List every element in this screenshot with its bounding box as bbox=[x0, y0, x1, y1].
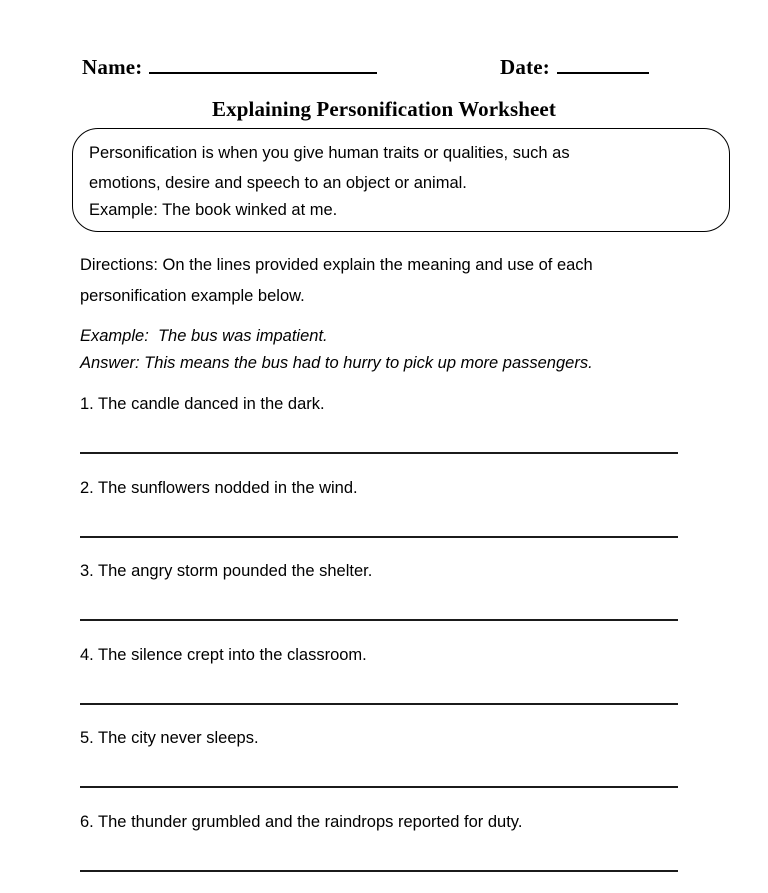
answer-line[interactable] bbox=[80, 536, 678, 538]
answer-line[interactable] bbox=[80, 703, 678, 705]
question-text: 5. The city never sleeps. bbox=[80, 729, 259, 747]
question-item bbox=[80, 811, 680, 893]
sample-example-block bbox=[80, 323, 700, 377]
name-input-blank[interactable] bbox=[149, 55, 377, 74]
name-date-row bbox=[0, 55, 768, 85]
question-text: 4. The silence crept into the classroom. bbox=[80, 645, 367, 664]
directions-text: Directions: On the lines provided explain the meaning and use of each personification example below. bbox=[80, 256, 593, 305]
definition-line-2: emotions, desire and speech to an object or animal. bbox=[89, 174, 467, 192]
worksheet-title: Explaining Personification Worksheet bbox=[212, 97, 556, 121]
sample-answer-line: Answer: This means the bus had to hurry to pick up more passengers. bbox=[80, 354, 593, 372]
question-item bbox=[80, 393, 680, 477]
question-text: 2. The sunflowers nodded in the wind. bbox=[80, 478, 358, 497]
definition-text bbox=[89, 138, 699, 225]
definition-line-1: Personification is when you give human traits or qualities, such as bbox=[89, 144, 570, 162]
answer-line[interactable] bbox=[80, 452, 678, 454]
question-text: 3. The angry storm pounded the shelter. bbox=[80, 562, 373, 580]
sample-example-line: Example: The bus was impatient. bbox=[80, 327, 328, 345]
question-text: 6. The thunder grumbled and the raindrops reported for duty. bbox=[80, 812, 523, 831]
question-text: 1. The candle danced in the dark. bbox=[80, 395, 325, 413]
name-field bbox=[82, 55, 377, 79]
answer-line[interactable] bbox=[80, 786, 678, 788]
question-item bbox=[80, 727, 680, 811]
questions-list bbox=[80, 393, 680, 893]
date-label: Date: bbox=[500, 55, 550, 79]
definition-box bbox=[72, 128, 730, 232]
answer-line[interactable] bbox=[80, 619, 678, 621]
question-item bbox=[80, 644, 680, 728]
question-item bbox=[80, 560, 680, 644]
name-label: Name: bbox=[82, 55, 143, 79]
date-field bbox=[500, 55, 649, 79]
answer-line[interactable] bbox=[80, 870, 678, 872]
definition-example-line: Example: The book winked at me. bbox=[89, 201, 338, 219]
question-item bbox=[80, 477, 680, 561]
date-input-blank[interactable] bbox=[557, 55, 649, 74]
